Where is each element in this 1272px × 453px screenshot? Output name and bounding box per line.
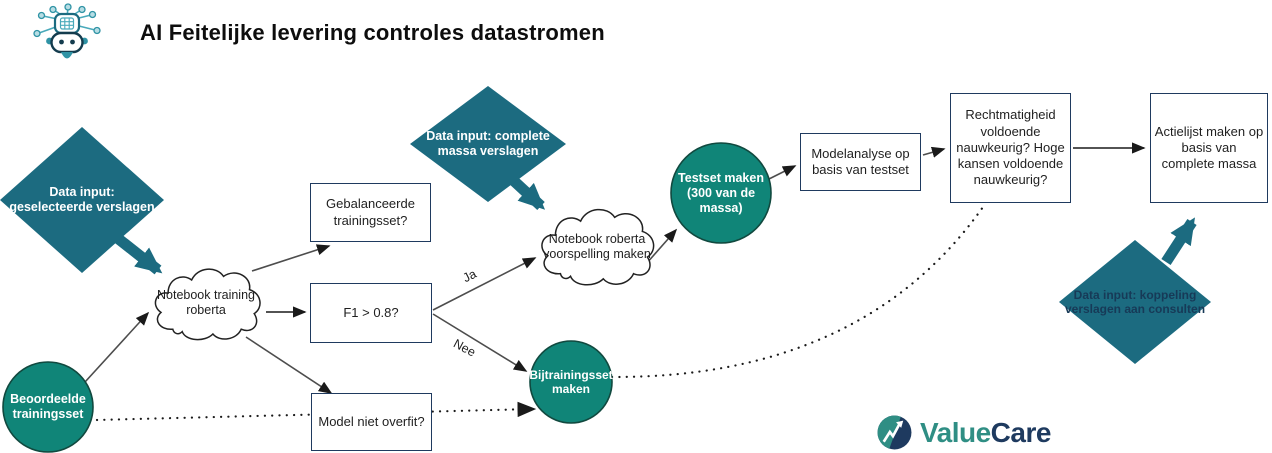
rect-actielijst: Actielijst maken op basis van complete massa [1150,93,1268,203]
edge-beoordeelde-to-cloud-training [85,313,148,382]
page-title: AI Feitelijke levering controles datastromen [140,20,605,45]
diamond-label-geselecteerde: Data input: geselecteerde verslagen [9,185,155,214]
edge-label-nee: Nee [451,336,478,360]
circle-label-bijtrainingsset: Bijtrainingsset maken [529,367,613,396]
rect-model-niet-overfit: Model niet overfit? [311,393,432,451]
edge-testset-to-modelanalyse [769,166,795,179]
edge-label-ja: Ja [460,266,479,286]
edge-f1-ja-to-cloud-voorspelling [433,258,535,310]
circle-label-beoordeelde: Beoordeelde trainingsset [10,392,86,421]
brand-value-text: Value [920,416,991,448]
ai-robot-icon [28,3,106,70]
edge-f1-nee-to-bijtrainingsset [433,314,526,371]
cloud-label-training: Notebook training roberta [157,288,255,317]
arrow-data-input-complete-massa [514,181,541,206]
diamond-label-koppeling: Data input: koppeling verslagen aan consulten [1064,287,1206,316]
cloud-label-voorspelling: Notebook roberta voorspelling maken [543,232,651,261]
circle-label-testset: Testset maken (300 van de massa) [678,170,764,215]
brand-care-text: Care [990,416,1051,448]
edge-cloud-training-to-overfit [246,337,331,393]
edge-modelanalyse-to-rechtmatigheid [923,149,944,155]
rect-gebalanceerde-trainingsset: Gebalanceerde trainingsset? [310,183,431,242]
valuecare-circle-chart-icon [876,414,913,451]
valuecare-logo [876,414,1051,451]
edge-dotted-bijtrainingsset-to-rechtmatigheid [612,207,983,377]
rect-f1-groter-08: F1 > 0.8? [310,283,432,343]
edge-cloud-training-to-gebalanceerde [252,246,329,271]
arrow-data-input-koppeling [1166,222,1192,262]
rect-modelanalyse: Modelanalyse op basis van testset [800,133,921,191]
rect-rechtmatigheid: Rechtmatigheid voldoende nauwkeurig? Hoge kansen voldoende nauwkeurig? [950,93,1071,203]
valuecare-wordmark [920,417,1051,449]
diamond-label-complete-massa: Data input: complete massa verslagen [426,129,550,158]
